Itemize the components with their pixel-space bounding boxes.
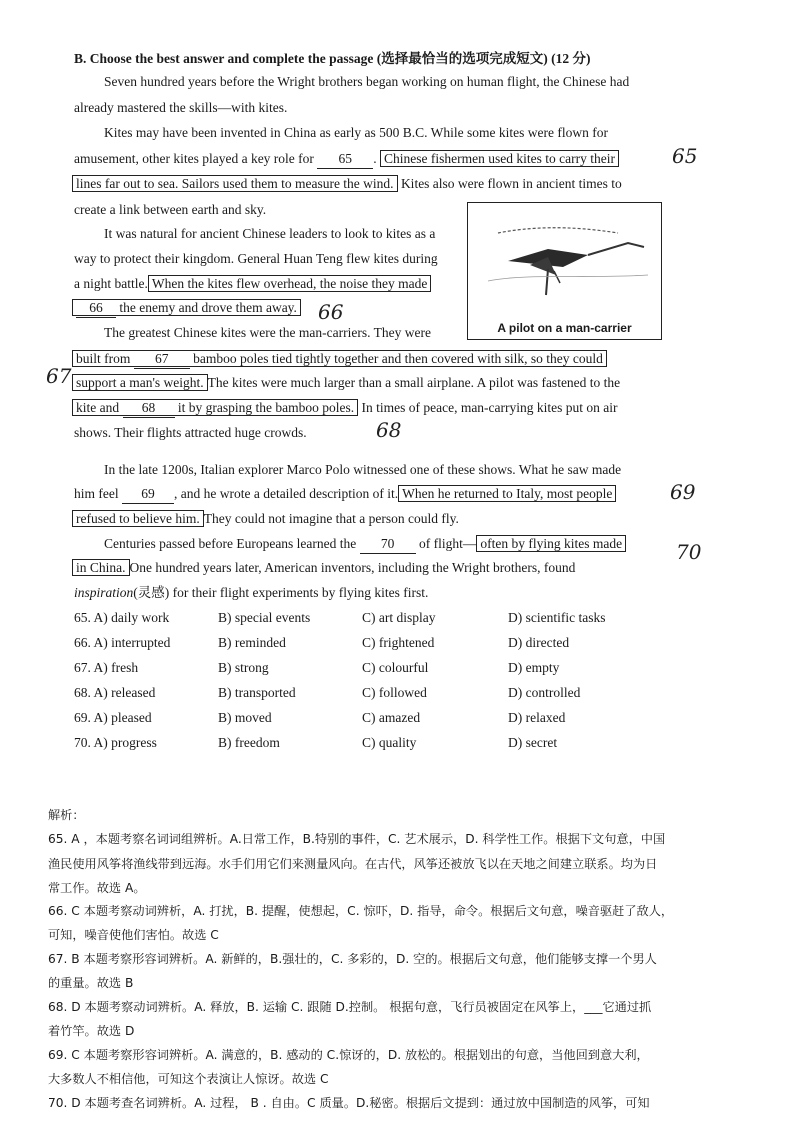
option-65-b: B) special events (218, 610, 311, 625)
option-66-a: 66. A) interrupted (74, 635, 171, 650)
blank-68: 68 (123, 399, 175, 418)
passage-text: amusement, other kites played a key role for (74, 151, 314, 166)
passage-line: Kites may have been invented in China as early as 500 B.C. While some kites were flown for (104, 125, 608, 140)
handwritten-number: 70 (676, 540, 702, 564)
passage-line (104, 535, 626, 554)
option-66-d: D) directed (508, 635, 570, 650)
passage-line (74, 485, 616, 504)
passage-text: Kites also were flown in ancient times to (400, 176, 622, 191)
underlined-sentence: in China. (72, 559, 130, 576)
passage-line: It was natural for ancient Chinese leaders to look to kites as a (104, 226, 436, 241)
blank-69: 69 (122, 485, 174, 504)
passage-text: . (373, 151, 377, 166)
handwritten-number: 68 (376, 418, 402, 442)
option-68-a: 68. A) released (74, 685, 156, 700)
passage-line: create a link between earth and sky. (74, 202, 267, 217)
blank-70: 70 (360, 535, 416, 554)
underlined-sentence: Chinese fishermen used kites to carry their (380, 150, 619, 167)
underlined-sentence: When he returned to Italy, most people (398, 485, 616, 502)
analysis-line: 68. D 本题考察动词辨析。A. 释放，B. 运输 C. 跟随 D.控制。 根据句意，飞行员被固定在风筝上，___它通过抓 (48, 1000, 652, 1014)
passage-text: him feel (74, 486, 119, 501)
handwritten-number: 69 (670, 480, 696, 504)
analysis-line: 67. B 本题考察形容词辨析。A. 新鲜的，B.强壮的，C. 多彩的，D. 空的。根据后文句意，他们能够支撑一个男人 (48, 952, 657, 966)
analysis-title: 解析： (48, 808, 85, 822)
underlined-sentence (72, 350, 607, 367)
underlined-sentence (72, 399, 358, 416)
passage-line: way to protect their kingdom. General Huan Teng flew kites during (74, 251, 438, 266)
passage-line: The greatest Chinese kites were the man-carriers. They were (104, 325, 431, 340)
section-title: B. Choose the best answer and complete the passage (选择最恰当的选项完成短文) (12 分) (74, 51, 591, 66)
passage-line (72, 350, 607, 369)
handwritten-number: 65 (672, 144, 698, 168)
analysis-line: 66. C 本题考察动词辨析，A. 打扰，B. 提醒，使想起，C. 惊吓，D. 指导，命令。根据后文句意，噪音驱赶了敌人， (48, 904, 674, 918)
analysis-line: 69. C 本题考察形容词辨析。A. 满意的，B. 感动的 C.惊讶的，D. 放松的。根据划出的句意，当他回到意大利， (48, 1048, 649, 1062)
passage-text: , and he wrote a detailed description of it. (173, 486, 399, 501)
passage-line: In the late 1200s, Italian explorer Marco Polo witnessed one of these shows. What he saw made (104, 462, 622, 477)
option-69-c: C) amazed (362, 710, 421, 725)
blank-66: 66 (76, 299, 116, 318)
man-carrier-illustration (467, 202, 662, 340)
option-68-b: B) transported (218, 685, 296, 700)
option-67-a: 67. A) fresh (74, 660, 139, 675)
underlined-sentence: When the kites flew overhead, the noise they made (148, 275, 432, 292)
option-68-d: D) controlled (508, 685, 581, 700)
option-65-d: D) scientific tasks (508, 610, 606, 625)
option-65-c: C) art display (362, 610, 436, 625)
passage-line (72, 175, 622, 193)
underlined-sentence: refused to believe him. (72, 510, 204, 527)
underlined-sentence: support a man's weight. (72, 374, 208, 391)
passage-line (74, 584, 428, 602)
analysis-line: 可知，噪音使他们害怕。故选 C (48, 928, 219, 942)
option-69-a: 69. A) pleased (74, 710, 152, 725)
analysis-line: 常工作。故选 A。 (48, 881, 146, 895)
passage-line: shows. Their flights attracted huge crowds. (74, 425, 307, 440)
option-66-b: B) reminded (218, 635, 286, 650)
option-67-c: C) colourful (362, 660, 429, 675)
option-70-d: D) secret (508, 735, 558, 750)
passage-text: it by grasping the bamboo poles. (177, 400, 355, 415)
option-65-a: 65. A) daily work (74, 610, 170, 625)
passage-text: They could not imagine that a person could fly. (203, 511, 459, 526)
passage-text: of flight— (419, 536, 477, 551)
analysis-line: 65. A ，本题考察名词词组辨析。A.日常工作，B.特别的事件，C. 艺术展示，D. 科学性工作。根据下文句意，中国 (48, 832, 666, 846)
passage-text: In times of peace, man-carrying kites put on air (361, 400, 618, 415)
passage-line (74, 275, 431, 293)
passage-text: the enemy and drove them away. (119, 300, 297, 315)
option-70-a: 70. A) progress (74, 735, 157, 750)
analysis-line: 70. D 本题考查名词辨析。A. 过程， B . 自由。C 质量。D.秘密。根据后文提到：通过放中国制造的风筝，可知 (48, 1096, 650, 1110)
option-68-c: C) followed (362, 685, 427, 700)
option-70-c: C) quality (362, 735, 417, 750)
passage-text: The kites were much larger than a small airplane. A pilot was fastened to the (207, 375, 621, 390)
option-67-d: D) empty (508, 660, 560, 675)
option-67-b: B) strong (218, 660, 269, 675)
passage-text: a night battle. (74, 276, 148, 291)
analysis-line: 渔民使用风筝将渔线带到远海。水手们用它们来测量风向。在古代，风筝还被放飞以在天地之间建立联系。均为日 (48, 857, 658, 871)
passage-text: (灵感) for their flight experiments by flying kites first. (133, 585, 429, 600)
passage-line (72, 299, 301, 318)
underlined-sentence (72, 299, 301, 316)
passage-line: already mastered the skills—with kites. (74, 100, 288, 115)
passage-line (72, 559, 575, 577)
option-69-d: D) relaxed (508, 710, 566, 725)
passage-line (72, 510, 459, 528)
passage-text: Centuries passed before Europeans learned the (104, 536, 357, 551)
blank-67: 67 (134, 350, 190, 369)
passage-line (72, 399, 618, 418)
underlined-sentence: lines far out to sea. Sailors used them to measure the wind. (72, 175, 398, 192)
option-70-b: B) freedom (218, 735, 280, 750)
analysis-line: 大多数人不相信他，可知这个表演让人惊讶。故选 C (48, 1072, 329, 1086)
passage-line (74, 150, 619, 169)
image-caption: A pilot on a man-carrier (497, 321, 632, 335)
passage-text: built from (76, 351, 131, 366)
handwritten-number: 66 (318, 300, 344, 324)
passage-line: Seven hundred years before the Wright brothers began working on human flight, the Chinese had (104, 74, 630, 89)
analysis-line: 的重量。故选 B (48, 976, 134, 990)
kite-pilot-drawing (468, 203, 661, 315)
passage-text: kite and (76, 400, 120, 415)
underlined-sentence: often by flying kites made (476, 535, 626, 552)
analysis-line: 着竹竿。故选 D (48, 1024, 135, 1038)
passage-text: One hundred years later, American inventors, including the Wright brothers, found (129, 560, 576, 575)
option-66-c: C) frightened (362, 635, 435, 650)
handwritten-number: 67 (46, 364, 72, 388)
passage-text: bamboo poles tied tightly together and then covered with silk, so they could (193, 351, 603, 366)
passage-text: inspiration (74, 585, 134, 600)
passage-line (72, 374, 620, 392)
blank-65: 65 (317, 150, 373, 169)
option-69-b: B) moved (218, 710, 272, 725)
